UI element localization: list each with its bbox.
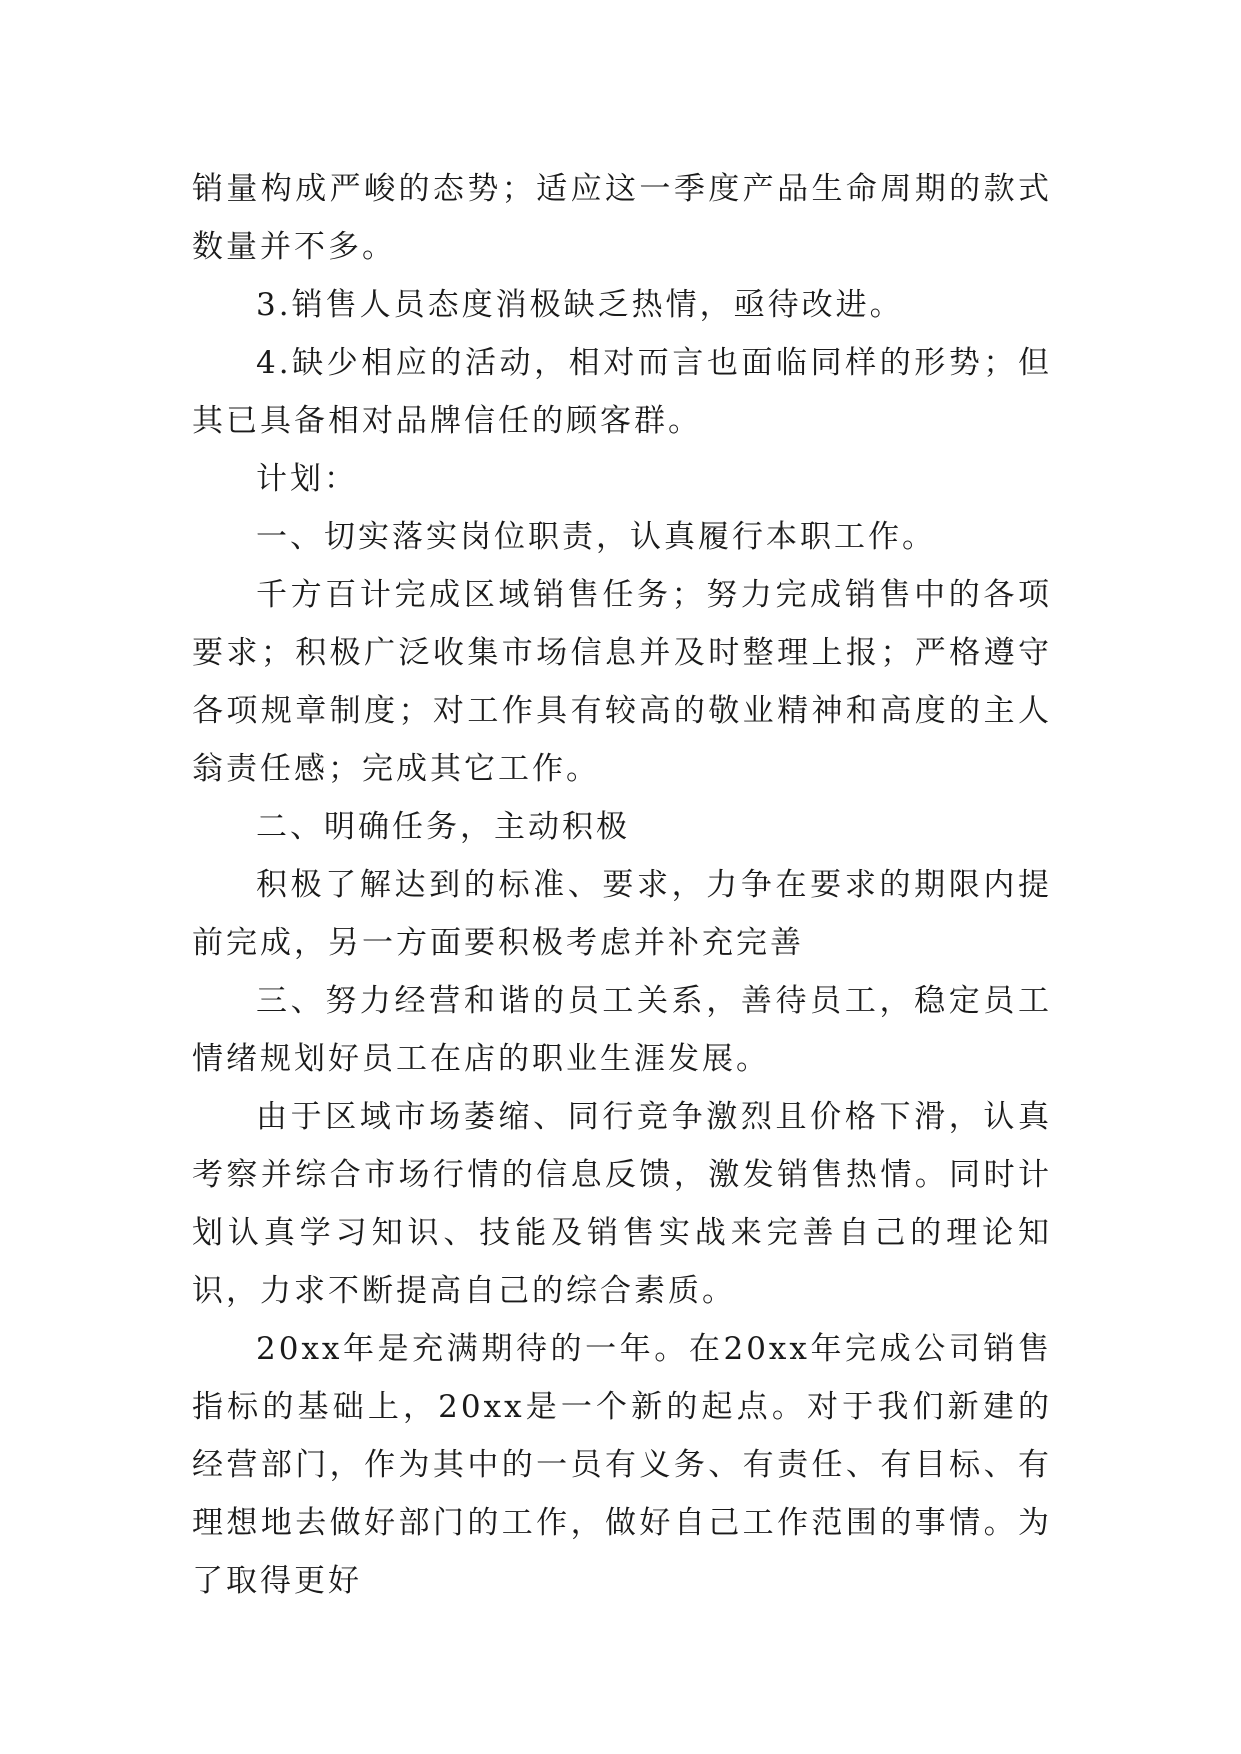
paragraph-5: 一、切实落实岗位职责，认真履行本职工作。	[256, 519, 936, 555]
paragraph-2: 3.销售人员态度消极缺乏热情，亟待改进。	[256, 287, 904, 323]
paragraph-6: 千方百计完成区域销售任务；努力完成销售中的各项要求；积极广泛收集市场信息并及时整理上报；严格遵守各项规章制度；对工作具有较高的敬业精神和高度的主人翁责任感；完成其它工作。	[192, 577, 1052, 787]
paragraph-3: 4.缺少相应的活动，相对而言也面临同样的形势；但其已具备相对品牌信任的顾客群。	[192, 345, 1052, 439]
paragraph-1: 销量构成严峻的态势；适应这一季度产品生命周期的款式数量并不多。	[192, 171, 1052, 265]
paragraph-11: 20xx年是充满期待的一年。在20xx年完成公司销售指标的基础上，20xx是一个新的起点。对于我们新建的经营部门，作为其中的一员有义务、有责任、有目标、有理想地去做好部门的工作，做好自己工作范围的事情。为了取得更好	[192, 1331, 1052, 1599]
document-body	[192, 160, 1052, 1610]
paragraph-9: 三、努力经营和谐的员工关系，善待员工，稳定员工情绪规划好员工在店的职业生涯发展。	[192, 983, 1052, 1077]
paragraph-10: 由于区域市场萎缩、同行竞争激烈且价格下滑，认真考察并综合市场行情的信息反馈，激发销售热情。同时计划认真学习知识、技能及销售实战来完善自己的理论知识，力求不断提高自己的综合素质。	[192, 1099, 1052, 1309]
paragraph-8: 积极了解达到的标准、要求，力争在要求的期限内提前完成，另一方面要积极考虑并补充完善	[192, 867, 1052, 961]
paragraph-4: 计划：	[256, 461, 358, 497]
paragraph-7: 二、明确任务，主动积极	[256, 809, 630, 845]
